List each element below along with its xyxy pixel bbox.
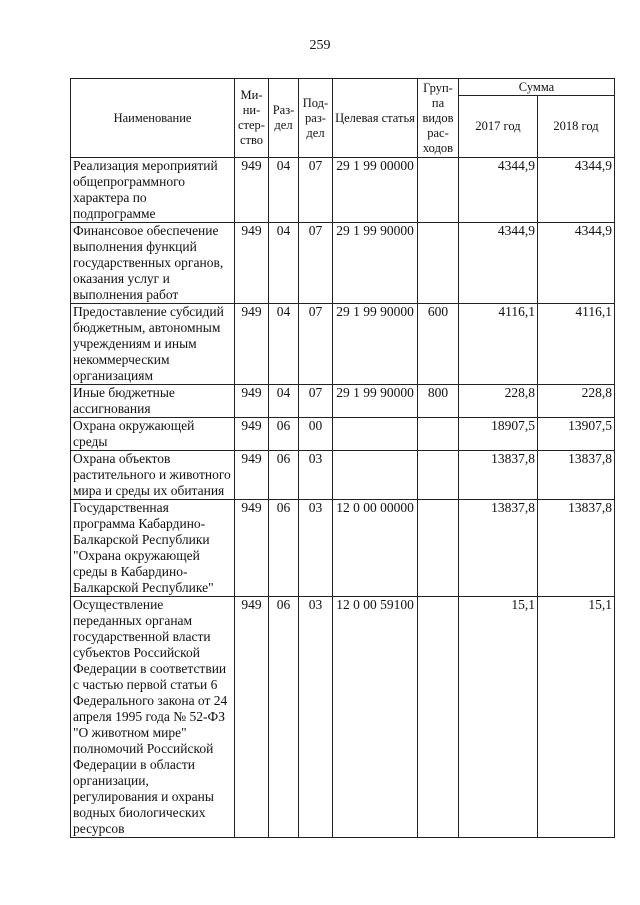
table-row: [71, 451, 615, 500]
row-ministry: 949: [235, 500, 269, 597]
row-2017: 228,8: [459, 385, 538, 418]
row-name: Финансовое обеспечение выполнения функций государственных органов, оказания услуг и выполнения работ: [71, 223, 235, 304]
row-group: 600: [418, 304, 459, 385]
row-section: 04: [269, 158, 299, 223]
row-ministry: 949: [235, 158, 269, 223]
row-2017: 13837,8: [459, 451, 538, 500]
row-target: 12 0 00 59100: [333, 597, 418, 838]
row-target: 29 1 99 90000: [333, 385, 418, 418]
row-subsection: 07: [299, 304, 333, 385]
header-section: Раз-дел: [269, 79, 299, 158]
row-target: 29 1 99 00000: [333, 158, 418, 223]
header-sum: Сумма: [459, 79, 615, 96]
table-row: [71, 418, 615, 451]
row-ministry: 949: [235, 418, 269, 451]
header-expense-group: Груп-па видов рас-ходов: [418, 79, 459, 158]
row-subsection: 03: [299, 500, 333, 597]
header-ministry: Ми-ни-стер-ство: [235, 79, 269, 158]
table-row: [71, 304, 615, 385]
row-group: [418, 500, 459, 597]
row-2018: 13837,8: [538, 500, 615, 597]
header-name: Наименование: [71, 79, 235, 158]
row-ministry: 949: [235, 304, 269, 385]
row-section: 06: [269, 500, 299, 597]
row-2018: 4116,1: [538, 304, 615, 385]
header-target-article: Целевая статья: [333, 79, 418, 158]
row-2017: 15,1: [459, 597, 538, 838]
row-2018: 4344,9: [538, 223, 615, 304]
row-subsection: 07: [299, 385, 333, 418]
table-row: [71, 158, 615, 223]
row-2017: 18907,5: [459, 418, 538, 451]
row-target: 12 0 00 00000: [333, 500, 418, 597]
row-subsection: 03: [299, 597, 333, 838]
row-name: Иные бюджетные ассигнования: [71, 385, 235, 418]
row-name: Охрана окружающей среды: [71, 418, 235, 451]
page-number: 259: [309, 38, 331, 53]
row-2018: 15,1: [538, 597, 615, 838]
row-section: 06: [269, 597, 299, 838]
table-row: [71, 500, 615, 597]
header-year-2018: 2018 год: [538, 96, 615, 158]
header-year-2017: 2017 год: [459, 96, 538, 158]
row-target: [333, 451, 418, 500]
row-target: 29 1 99 90000: [333, 304, 418, 385]
row-subsection: 07: [299, 223, 333, 304]
row-2018: 228,8: [538, 385, 615, 418]
row-2017: 4116,1: [459, 304, 538, 385]
row-section: 04: [269, 304, 299, 385]
table-row: [71, 385, 615, 418]
row-ministry: 949: [235, 597, 269, 838]
row-ministry: 949: [235, 223, 269, 304]
table-row: [71, 223, 615, 304]
header-subsection: Под-раз-дел: [299, 79, 333, 158]
row-group: [418, 597, 459, 838]
row-2018: 13837,8: [538, 451, 615, 500]
row-name: Охрана объектов растительного и животного мира и среды их обитания: [71, 451, 235, 500]
row-ministry: 949: [235, 451, 269, 500]
budget-table: [70, 78, 615, 838]
row-name: Осуществление переданных органам государственной власти субъектов Российской Федерации в соответствии с частью первой статьи 6 Федерального закона от 24 апреля 1995 года № 52-ФЗ "О животном мире" полномочий Российской Федерации в области организации, регулирования и охраны водных биологических ресурсов: [71, 597, 235, 838]
row-2017: 13837,8: [459, 500, 538, 597]
row-group: [418, 451, 459, 500]
row-subsection: 00: [299, 418, 333, 451]
row-section: 04: [269, 385, 299, 418]
row-name: Реализация мероприятий общепрограммного характера по подпрограмме: [71, 158, 235, 223]
row-ministry: 949: [235, 385, 269, 418]
row-section: 06: [269, 451, 299, 500]
header-row: [71, 79, 615, 96]
row-2017: 4344,9: [459, 158, 538, 223]
row-group: [418, 158, 459, 223]
row-name: Государственная программа Кабардино-Балкарской Республики "Охрана окружающей среды в Кабардино-Балкарской Республике": [71, 500, 235, 597]
row-section: 04: [269, 223, 299, 304]
row-group: [418, 418, 459, 451]
row-2018: 4344,9: [538, 158, 615, 223]
row-section: 06: [269, 418, 299, 451]
row-subsection: 03: [299, 451, 333, 500]
row-target: 29 1 99 90000: [333, 223, 418, 304]
row-subsection: 07: [299, 158, 333, 223]
row-name: Предоставление субсидий бюджетным, автономным учреждениям и иным некоммерческим организациям: [71, 304, 235, 385]
row-2018: 13907,5: [538, 418, 615, 451]
row-target: [333, 418, 418, 451]
row-group: 800: [418, 385, 459, 418]
table-row: [71, 597, 615, 838]
row-2017: 4344,9: [459, 223, 538, 304]
row-group: [418, 223, 459, 304]
